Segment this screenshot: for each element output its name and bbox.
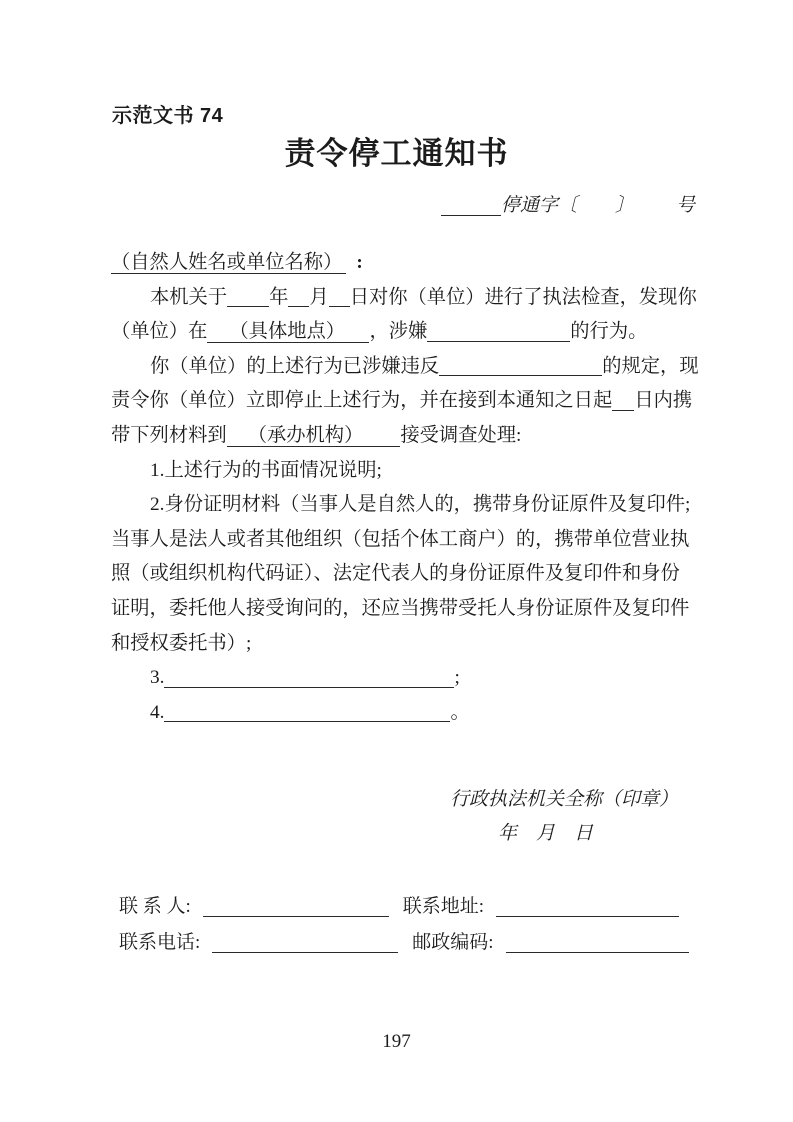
list-item-2-line1: 2.身份证明材料（当事人是自然人的，携带身份证原件及复印件; (150, 494, 691, 516)
text-segment: 日内携 (634, 390, 693, 412)
list-item-3 (111, 661, 703, 696)
text-segment: 本机关于 (150, 286, 228, 308)
contact-row-1 (119, 889, 689, 925)
doc-number-line (441, 192, 695, 220)
suspected-act-field (427, 324, 570, 342)
deadline-days-field (612, 393, 634, 411)
text-segment: ，涉嫌 (369, 321, 428, 343)
item-number: 3. (150, 667, 165, 689)
page-number: 197 (382, 1031, 411, 1052)
handling-agency-field (227, 425, 401, 447)
item3-blank-field (164, 670, 454, 688)
text-segment: 的行为。 (570, 321, 648, 343)
text-segment: （单位）在 (111, 321, 208, 343)
signature-block (450, 783, 678, 851)
item4-blank-field (164, 704, 450, 722)
text-segment: 日对你（单位）进行了执法检查，发现你 (349, 286, 697, 308)
paragraph2-line3 (111, 419, 703, 454)
paragraph2-line1 (111, 350, 703, 385)
location-placeholder: （具体地点） (229, 321, 336, 343)
contact-phone-label: 联系电话: (119, 932, 201, 953)
violated-provision-field (439, 358, 602, 376)
contact-block (119, 889, 689, 961)
doc-number-label: 停通字〔 (500, 195, 577, 216)
list-item-2-line5: 和授权委托书）; (111, 632, 252, 654)
paragraph2-line2 (111, 384, 703, 419)
agency-signature-line: 行政执法机关全称（印章） (449, 789, 678, 810)
inspection-month-field (288, 289, 309, 307)
paragraph1-line1 (111, 281, 703, 316)
text-segment: 你（单位）的上述行为已涉嫌违反 (150, 355, 440, 377)
text-segment: ; (454, 667, 460, 689)
inspection-year-field (227, 289, 269, 307)
postal-code-field (506, 935, 689, 953)
list-item-2-line3: 照（或组织机构代码证）、法定代表人的身份证原件及复印件和身份 (111, 563, 680, 585)
text-segment: 责令你（单位）立即停止上述行为，并在接到本通知之日起 (111, 390, 613, 412)
text-segment: 带下列材料到 (111, 424, 227, 446)
location-field (207, 321, 369, 343)
doc-number-close-bracket: 〕 (614, 195, 634, 216)
page-title: 责令停工通知书 (284, 136, 509, 171)
text-segment: 的规定，现 (602, 355, 699, 377)
addressee-placeholder: （自然人姓名或单位名称） (111, 252, 343, 273)
doc-number-serial-blank-field (634, 210, 676, 211)
text-segment: 。 (450, 701, 470, 723)
text-segment: 月 (309, 286, 329, 308)
handling-agency-placeholder: （承办机构） (247, 424, 364, 446)
doc-number-year-blank-field (577, 210, 615, 211)
contact-person-field (203, 899, 389, 917)
salutation-line (111, 246, 703, 281)
doc-series-label: 示范文书 74 (112, 105, 224, 127)
paragraph1-line2 (111, 315, 703, 350)
doc-number-prefix-blank-field (441, 200, 501, 216)
document-body (111, 246, 703, 730)
list-item-2-line2: 当事人是法人或者其他组织（包括个体工商户）的，携带单位营业执 (111, 528, 690, 550)
text-segment: 年 (269, 286, 289, 308)
signature-date-line: 年 月 日 (497, 823, 593, 844)
item-number: 4. (150, 701, 165, 723)
postal-code-label: 邮政编码: (412, 932, 494, 953)
inspection-day-field (329, 289, 350, 307)
contact-address-label: 联系地址: (402, 896, 485, 917)
salutation-colon: : (356, 252, 363, 273)
contact-person-label: 联 系 人: (119, 896, 191, 917)
addressee-name-field (111, 252, 346, 274)
list-item-1: 1.上述行为的书面情况说明; (150, 459, 382, 481)
contact-phone-field (212, 935, 398, 953)
text-segment: 接受调查处理: (400, 424, 522, 446)
doc-number-suffix: 号 (675, 195, 695, 216)
list-item-2-line4: 证明，委托他人接受询问的，还应当携带受托人身份证原件及复印件 (111, 597, 690, 619)
contact-row-2 (119, 925, 689, 961)
list-item-4 (111, 696, 703, 731)
contact-address-field (496, 899, 679, 917)
